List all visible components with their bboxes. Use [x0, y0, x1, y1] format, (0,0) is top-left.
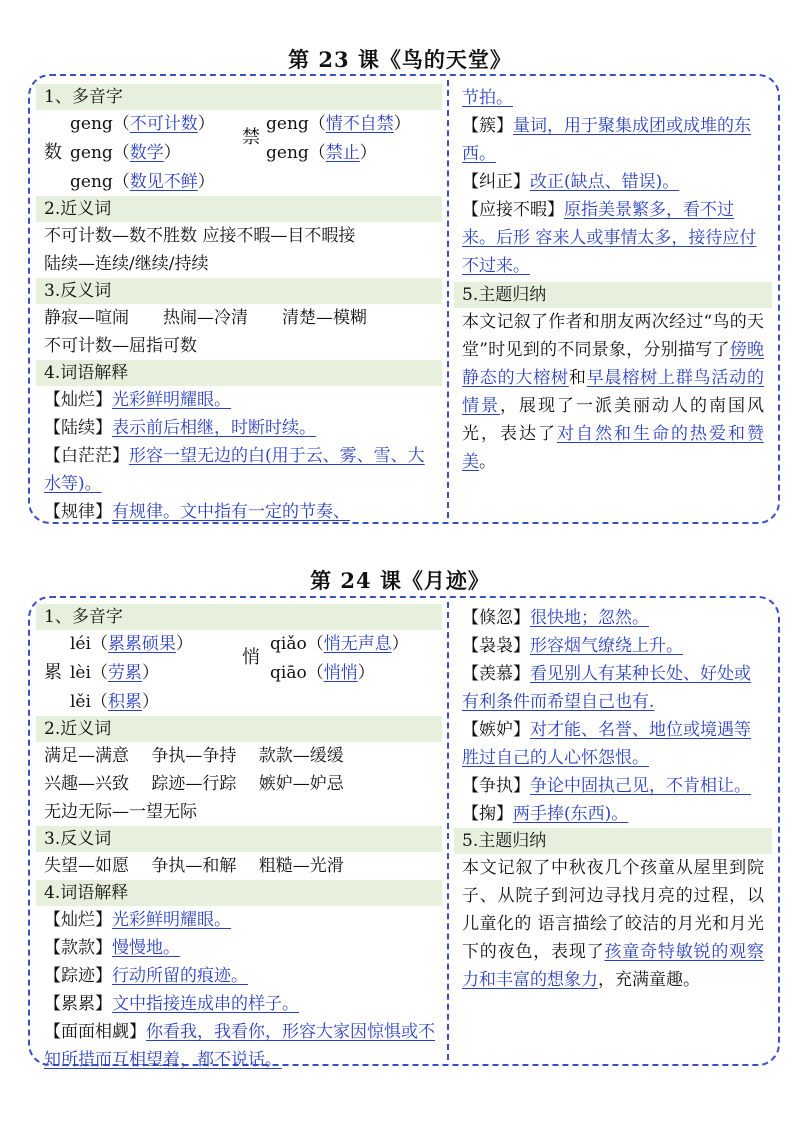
- definition-item: 【灿烂】光彩鲜明耀眼。: [44, 910, 231, 930]
- theme-summary: 本文记叙了作者和朋友两次经过“鸟的天堂”时见到的不同景象，分别描写了傍晚静态的大榕树和早晨榕树上群鸟活动的情景，展现了一派美丽动人的南国风光，表达了对自然和生命的热爱和赞美。: [462, 312, 764, 472]
- theme-summary: 本文记叙了中秋夜几个孩童从屋里到院子、从院子到河边寻找月亮的过程，以儿童化的 语言描绘了皎洁的月光和月光下的夜色，表现了孩童奇特敏锐的观察力和丰富的想象力，充满童趣。: [462, 858, 764, 990]
- definition-item: 【应接不暇】原指美景繁多，看不过来。后形 容来人或事情太多，接待应付不过来。: [462, 200, 757, 276]
- polyphone-entry: geng（数学）: [70, 143, 181, 163]
- section-header: 1、多音字: [36, 84, 442, 110]
- definition-item: 【嫉妒】对才能、名誉、地位或境遇等胜过自己的人心怀怨恨。: [462, 720, 751, 768]
- definition-item: 【陆续】表示前后相继，时断时续。: [44, 418, 316, 438]
- lesson-23-left-column: [36, 84, 442, 526]
- polyphone-char: 累: [44, 662, 62, 683]
- definition-item: 【簇】量词，用于聚集成团或成堆的东西。: [462, 116, 751, 164]
- section-header: 2.近义词: [36, 196, 442, 222]
- definition-continuation: 节拍。: [462, 88, 513, 108]
- polyphone-char: 悄: [242, 647, 260, 668]
- definition-item: 【争执】争论中固执己见，不肯相让。: [462, 776, 751, 796]
- polyphone-block: [36, 630, 442, 716]
- section-header: 3.反义词: [36, 826, 442, 852]
- column-divider: [447, 602, 449, 1060]
- polyphone-entry: qiāo（悄悄）: [270, 663, 375, 683]
- definition-item: 【累累】文中指接连成串的样子。: [44, 994, 299, 1014]
- definition-item: 【白茫茫】形容一望无边的白(用于云、雾、雪、大水等)。: [44, 446, 425, 494]
- antonym-line: 静寂—喧闹 热闹—冷清 清楚—模糊: [44, 308, 367, 328]
- definition-item: 【羡慕】看见别人有某种长处、好处或有利条件而希望自己也有.: [462, 664, 751, 712]
- synonym-line: 满足—满意 争执—争持 款款—缓缓: [44, 746, 344, 766]
- definition-item: 【倏忽】很快地；忽然。: [462, 608, 649, 628]
- lesson-24-card: [28, 596, 780, 1070]
- column-divider: [447, 80, 449, 518]
- definition-item: 【踪迹】行动所留的痕迹。: [44, 966, 248, 986]
- definition-item: 【规律】有规律。文中指有一定的节奏、: [44, 502, 350, 522]
- polyphone-block: [36, 110, 442, 196]
- polyphone-entry: lěi（积累）: [70, 692, 159, 712]
- antonym-line: 失望—如愿 争执—和解 粗糙—光滑: [44, 856, 344, 876]
- section-header: 4.词语解释: [36, 360, 442, 386]
- polyphone-entry: geng（情不自禁）: [266, 114, 411, 134]
- section-header: 3.反义词: [36, 278, 442, 304]
- synonym-line: 陆续—连续/继续/持续: [44, 254, 209, 274]
- definition-item: 【掬】两手捧(东西)。: [462, 804, 629, 824]
- definition-item: 【袅袅】形容烟气缭绕上升。: [462, 636, 683, 656]
- lesson-24-right-column: [454, 604, 772, 994]
- section-header: 5.主题归纳: [454, 828, 772, 854]
- definition-item: 【灿烂】光彩鲜明耀眼。: [44, 390, 231, 410]
- polyphone-entry: lèi（劳累）: [70, 663, 159, 683]
- lesson-23-card: [28, 74, 780, 524]
- polyphone-entry: geng（不可计数）: [70, 114, 215, 134]
- polyphone-entry: qiǎo（悄无声息）: [270, 634, 409, 654]
- polyphone-entry: geng（禁止）: [266, 143, 377, 163]
- polyphone-char: 数: [44, 142, 62, 163]
- lesson-23-title: 第 23 课《鸟的天堂》: [288, 47, 512, 72]
- lesson-24-left-column: [36, 604, 442, 1074]
- lesson-23-right-column: [454, 84, 772, 476]
- definition-item: 【面面相觑】你看我，我看你，形容大家因惊惧或不知所措而互相望着，都不说话。: [44, 1022, 435, 1070]
- lesson-24-title: 第 24 课《月迹》: [310, 568, 490, 593]
- section-header: 2.近义词: [36, 716, 442, 742]
- definition-item: 【款款】慢慢地。: [44, 938, 180, 958]
- polyphone-entry: geng（数见不鲜）: [70, 172, 215, 192]
- antonym-line: 不可计数—屈指可数: [44, 336, 197, 356]
- definition-item: 【纠正】改正(缺点、错误)。: [462, 172, 680, 192]
- section-header: 1、多音字: [36, 604, 442, 630]
- polyphone-char: 禁: [242, 127, 260, 148]
- section-header: 5.主题归纳: [454, 282, 772, 308]
- synonym-line: 兴趣—兴致 踪迹—行踪 嫉妒—妒忌: [44, 774, 344, 794]
- synonym-line: 无边无际—一望无际: [44, 802, 197, 822]
- synonym-line: 不可计数—数不胜数 应接不暇—目不暇接: [44, 226, 356, 246]
- polyphone-entry: léi（累累硕果）: [70, 634, 193, 654]
- section-header: 4.词语解释: [36, 880, 442, 906]
